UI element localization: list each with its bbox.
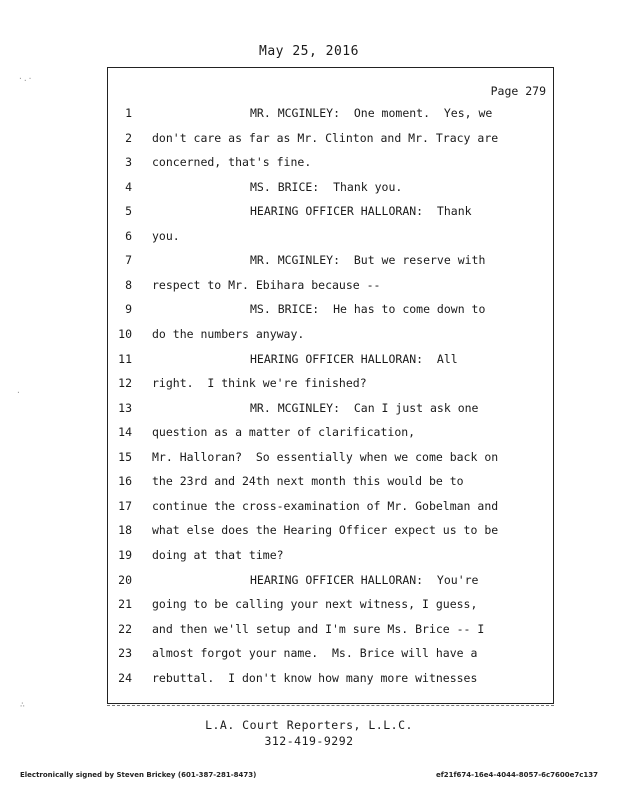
transcript-line [0,155,618,175]
line-number: 7 [125,253,132,268]
line-text: concerned, that's fine. [152,155,312,170]
line-text: rebuttal. I don't know how many more witnesses [152,670,478,685]
line-number: 8 [125,277,132,292]
line-number: 10 [118,327,132,341]
line-number: 12 [118,376,132,391]
scan-speck: ∴ [20,700,25,709]
transcript-line [0,548,618,568]
transcript-line [0,474,618,494]
transcript-line [0,425,618,445]
transcript-line [0,523,618,543]
line-number: 9 [125,302,132,317]
transcript-line [0,229,618,249]
line-text: HEARING OFFICER HALLORAN: Thank [250,204,472,219]
line-text: going to be calling your next witness, I guess, [152,597,478,611]
line-number: 16 [118,474,132,489]
line-number: 22 [118,621,132,636]
line-text: almost forgot your name. Ms. Brice will have a [152,646,478,661]
line-text: respect to Mr. Ebihara because -- [152,277,381,292]
scan-speck: ·.· [18,74,33,83]
line-text: question as a matter of clarification, [152,425,416,440]
transcript-line [0,646,618,666]
transcript-line [0,573,618,593]
line-text: and then we'll setup and I'm sure Ms. Brice -- I [152,621,485,636]
line-text: you. [152,228,180,243]
line-number: 23 [118,646,132,661]
line-number: 20 [118,572,132,587]
line-text: don't care as far as Mr. Clinton and Mr. Tracy are [152,130,499,145]
line-text: right. I think we're finished? [152,376,367,391]
line-text: MR. MCGINLEY: One moment. Yes, we [250,106,493,120]
line-text: do the numbers anyway. [152,327,305,341]
line-number: 3 [125,155,132,170]
line-number: 21 [118,597,132,611]
transcript-line [0,352,618,372]
transcript-line [0,376,618,396]
line-text: what else does the Hearing Officer expect us to be [152,523,499,538]
line-number: 19 [118,547,132,562]
line-text: HEARING OFFICER HALLORAN: You're [250,572,479,587]
transcript-line [0,302,618,322]
transcript-line [0,327,618,347]
scan-speck: · [16,388,21,397]
transcript-line [0,499,618,519]
transcript-line [0,401,618,421]
transcript-date: May 25, 2016 [259,44,359,59]
transcript-line [0,253,618,273]
transcript-line [0,597,618,617]
line-text: MS. BRICE: He has to come down to [250,302,486,317]
line-text: HEARING OFFICER HALLORAN: All [250,351,458,366]
line-number: 2 [125,130,132,145]
line-number: 14 [118,425,132,440]
line-number: 4 [125,179,132,194]
line-text: MR. MCGINLEY: But we reserve with [250,253,486,268]
line-number: 1 [125,106,132,120]
transcript-line [0,622,618,642]
line-number: 11 [118,351,132,366]
line-number: 15 [118,449,132,464]
line-number: 13 [118,400,132,415]
transcript-line [0,106,618,126]
document-hash: ef21f674-16e4-4044-8057-6c7600e7c137 [435,771,598,779]
line-number: 18 [118,523,132,538]
transcript-line [0,450,618,470]
page-number: Page 279 [490,84,546,98]
page-frame-bottom-rule [107,705,554,708]
electronic-signature: Electronically signed by Steven Brickey (601-387-281-8473) [20,771,257,779]
transcript-line [0,180,618,200]
line-number: 5 [125,204,132,219]
line-text: MS. BRICE: Thank you. [250,179,403,194]
line-text: Mr. Halloran? So essentially when we come back on [152,449,499,464]
court-reporter-phone: 312-419-9292 [264,734,354,748]
transcript-line [0,131,618,151]
line-text: continue the cross-examination of Mr. Gobelman and [152,498,499,513]
transcript-line [0,671,618,691]
transcript-line [0,278,618,298]
transcript-line [0,204,618,224]
line-number: 24 [118,670,132,685]
line-text: MR. MCGINLEY: Can I just ask one [250,400,479,415]
line-number: 6 [125,228,132,243]
line-text: doing at that time? [152,547,284,562]
line-number: 17 [118,498,132,513]
line-text: the 23rd and 24th next month this would be to [152,474,464,489]
court-reporter-name: L.A. Court Reporters, L.L.C. [205,718,413,732]
